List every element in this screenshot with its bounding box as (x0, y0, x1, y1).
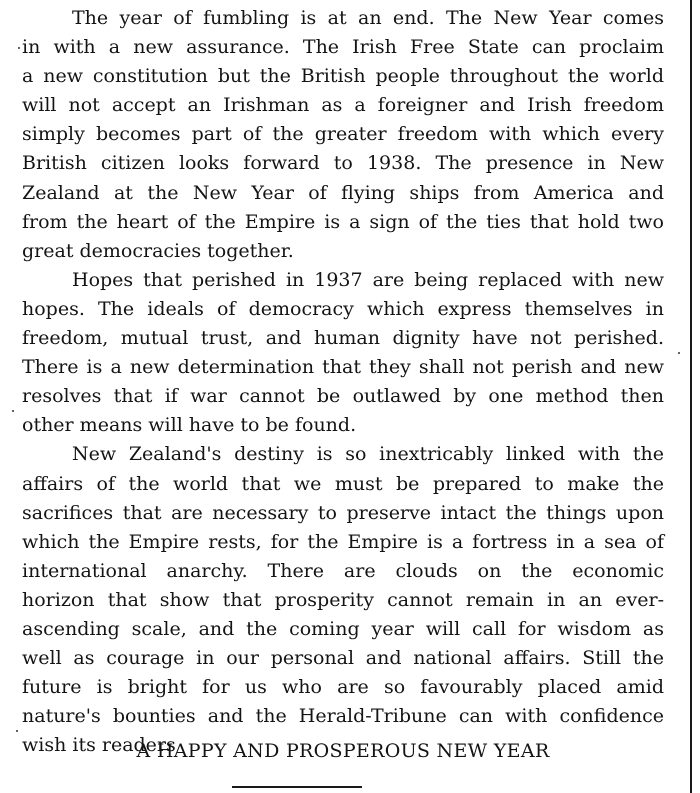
end-rule (232, 786, 362, 788)
text-line: international anarchy. There are clouds on the economic (22, 559, 664, 582)
text-line: freedom, mutual trust, and human dignity have not perished. (22, 327, 664, 350)
text-line: other means will have to be found. (22, 414, 357, 437)
text-line: well as courage in our personal and national affairs. Still the (22, 647, 664, 670)
text-line: New Zealand's destiny is so inextricably linked with the (72, 443, 664, 466)
print-speck (12, 410, 14, 412)
text-line: a new constitution but the British people throughout the world (22, 65, 664, 88)
closing-headline: A HAPPY AND PROSPEROUS NEW YEAR (136, 740, 550, 762)
column-rule (690, 0, 692, 793)
text-line: wish its readers (22, 734, 176, 757)
text-line: ascending scale, and the coming year will call for wisdom as (22, 617, 664, 640)
print-speck (18, 47, 20, 49)
text-line: hopes. The ideals of democracy which express themselves in (22, 297, 664, 320)
text-line: simply becomes part of the greater freedom with which every (22, 123, 664, 146)
text-line: in with a new assurance. The Irish Free State can proclaim (22, 36, 664, 59)
text-line: resolves that if war cannot be outlawed by one method then (22, 385, 664, 408)
text-line: British citizen looks forward to 1938. The presence in New (22, 152, 664, 175)
text-line: which the Empire rests, for the Empire is a fortress in a sea of (22, 530, 664, 553)
print-speck (16, 730, 18, 732)
text-line: great democracies together. (22, 239, 294, 262)
text-line: will not accept an Irishman as a foreigner and Irish freedom (22, 94, 664, 117)
text-line: future is bright for us who are so favourably placed amid (22, 676, 664, 699)
text-line: horizon that show that prosperity cannot remain in an ever- (22, 588, 664, 611)
text-line: from the heart of the Empire is a sign of the ties that hold two (22, 210, 664, 233)
text-line: nature's bounties and the Herald-Tribune can with confidence (22, 705, 664, 728)
text-line: There is a new determination that they shall not perish and new (22, 356, 664, 379)
editorial-article (22, 4, 664, 760)
text-line: Zealand at the New Year of flying ships from America and (22, 181, 664, 204)
text-line: sacrifices that are necessary to preserve intact the things upon (22, 501, 664, 524)
text-line: The year of fumbling is at an end. The New Year comes (72, 7, 664, 29)
paragraph-3 (22, 440, 664, 760)
paragraph-2 (22, 266, 664, 441)
print-speck (678, 352, 680, 354)
paragraph-1 (22, 4, 664, 266)
text-line: Hopes that perished in 1937 are being replaced with new (72, 268, 664, 291)
text-line: affairs of the world that we must be prepared to make the (22, 472, 664, 495)
